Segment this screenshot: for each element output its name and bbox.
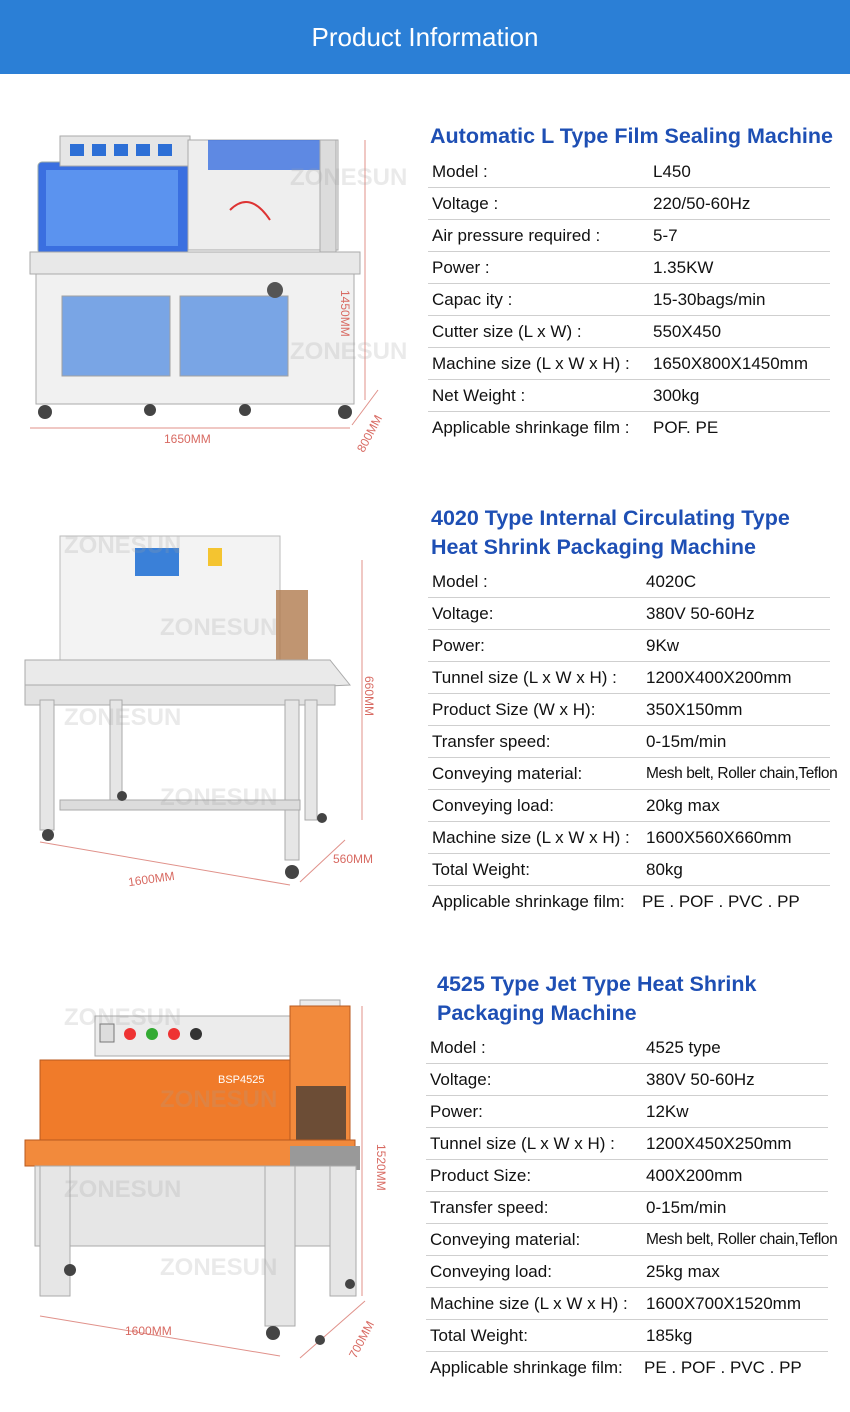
watermark: ZONESUN: [290, 338, 408, 365]
spec-row: Power : 1.35KW: [428, 252, 830, 284]
machine-2-image: [0, 500, 420, 930]
watermark: ZONESUN: [290, 164, 408, 191]
spec-row: Voltage: 380V 50-60Hz: [426, 1064, 828, 1096]
spec-row: Tunnel size (L x W x H) : 1200X400X200mm: [428, 662, 830, 694]
watermark: ZONESUN: [160, 614, 278, 641]
spec-row: Model : L450: [428, 156, 830, 188]
machine-panel-label: BSP4525: [218, 1074, 265, 1086]
machine-section-1: [0, 100, 850, 470]
spec-row: Power: 12Kw: [426, 1096, 828, 1128]
watermark: ZONESUN: [64, 704, 182, 731]
page-title: Product Information: [311, 22, 539, 52]
spec-row: Voltage : 220/50-60Hz: [428, 188, 830, 220]
watermark: ZONESUN: [64, 1004, 182, 1031]
dimension-height-label: 660MM: [362, 676, 376, 717]
spec-row: Transfer speed: 0-15m/min: [428, 726, 830, 758]
spec-row: Conveying load: 20kg max: [428, 790, 830, 822]
spec-row: Total Weight: 185kg: [426, 1320, 828, 1352]
machine-1-image: [0, 100, 420, 470]
dimension-width-label: 1600MM: [127, 868, 176, 890]
machine-section-2: [0, 500, 850, 930]
watermark: ZONESUN: [160, 1086, 278, 1113]
spec-row: Machine size (L x W x H) : 1600X700X1520mm: [426, 1288, 828, 1320]
spec-row: Machine size (L x W x H) : 1600X560X660mm: [428, 822, 830, 854]
dimension-depth-label: 560MM: [333, 852, 374, 866]
spec-row: Air pressure required : 5-7: [428, 220, 830, 252]
spec-row: Product Size (W x H): 350X150mm: [428, 694, 830, 726]
spec-row: Applicable shrinkage film: PE . POF . PVC . PP: [430, 1358, 802, 1377]
machine-3-image: [0, 966, 420, 1406]
watermark: ZONESUN: [160, 1254, 278, 1281]
spec-row: Applicable shrinkage film: PE . POF . PVC . PP: [432, 892, 800, 911]
spec-row: Net Weight : 300kg: [428, 380, 830, 412]
spec-row: Applicable shrinkage film : POF. PE: [432, 418, 719, 437]
machine-3-title: 4525 Type Jet Type Heat Shrink Packaging Machine: [437, 972, 757, 1025]
watermark: ZONESUN: [64, 532, 182, 559]
machine-section-3: [0, 966, 850, 1406]
watermark: ZONESUN: [64, 1176, 182, 1203]
spec-row: Power: 9Kw: [428, 630, 830, 662]
machine-1-title: Automatic L Type Film Sealing Machine: [430, 124, 833, 148]
dimension-depth-label: 800MM: [354, 412, 386, 455]
machine-3-spec-table: [426, 1032, 838, 1384]
spec-row: Model : 4020C: [428, 566, 830, 598]
spec-row: Voltage: 380V 50-60Hz: [428, 598, 830, 630]
spec-row: Tunnel size (L x W x H) : 1200X450X250mm: [426, 1128, 828, 1160]
machine-1-spec-table: [428, 156, 830, 444]
dimension-height-label: 1450MM: [338, 290, 352, 337]
dimension-width-label: 1600MM: [125, 1324, 172, 1338]
dimension-depth-label: 700MM: [346, 1318, 378, 1361]
spec-row: Conveying load: 25kg max: [426, 1256, 828, 1288]
machine-2-spec-table: [428, 566, 838, 918]
spec-row: Cutter size (L x W) : 550X450: [428, 316, 830, 348]
dimension-height-label: 1520MM: [374, 1144, 388, 1191]
spec-row: Capac ity : 15-30bags/min: [428, 284, 830, 316]
spec-row: Product Size: 400X200mm: [426, 1160, 828, 1192]
spec-row: Conveying material: Mesh belt, Roller chain,Teflon: [426, 1224, 828, 1256]
spec-row: Machine size (L x W x H) : 1650X800X1450mm: [428, 348, 830, 380]
dimension-width-label: 1650MM: [164, 432, 211, 446]
spec-row: Total Weight: 80kg: [428, 854, 830, 886]
watermark: ZONESUN: [160, 784, 278, 811]
spec-row: Conveying material: Mesh belt, Roller chain,Teflon: [428, 758, 830, 790]
spec-row: Model : 4525 type: [426, 1032, 828, 1064]
spec-row: Transfer speed: 0-15m/min: [426, 1192, 828, 1224]
machine-2-title: 4020 Type Internal Circulating Type Heat Shrink Packaging Machine: [431, 506, 790, 559]
